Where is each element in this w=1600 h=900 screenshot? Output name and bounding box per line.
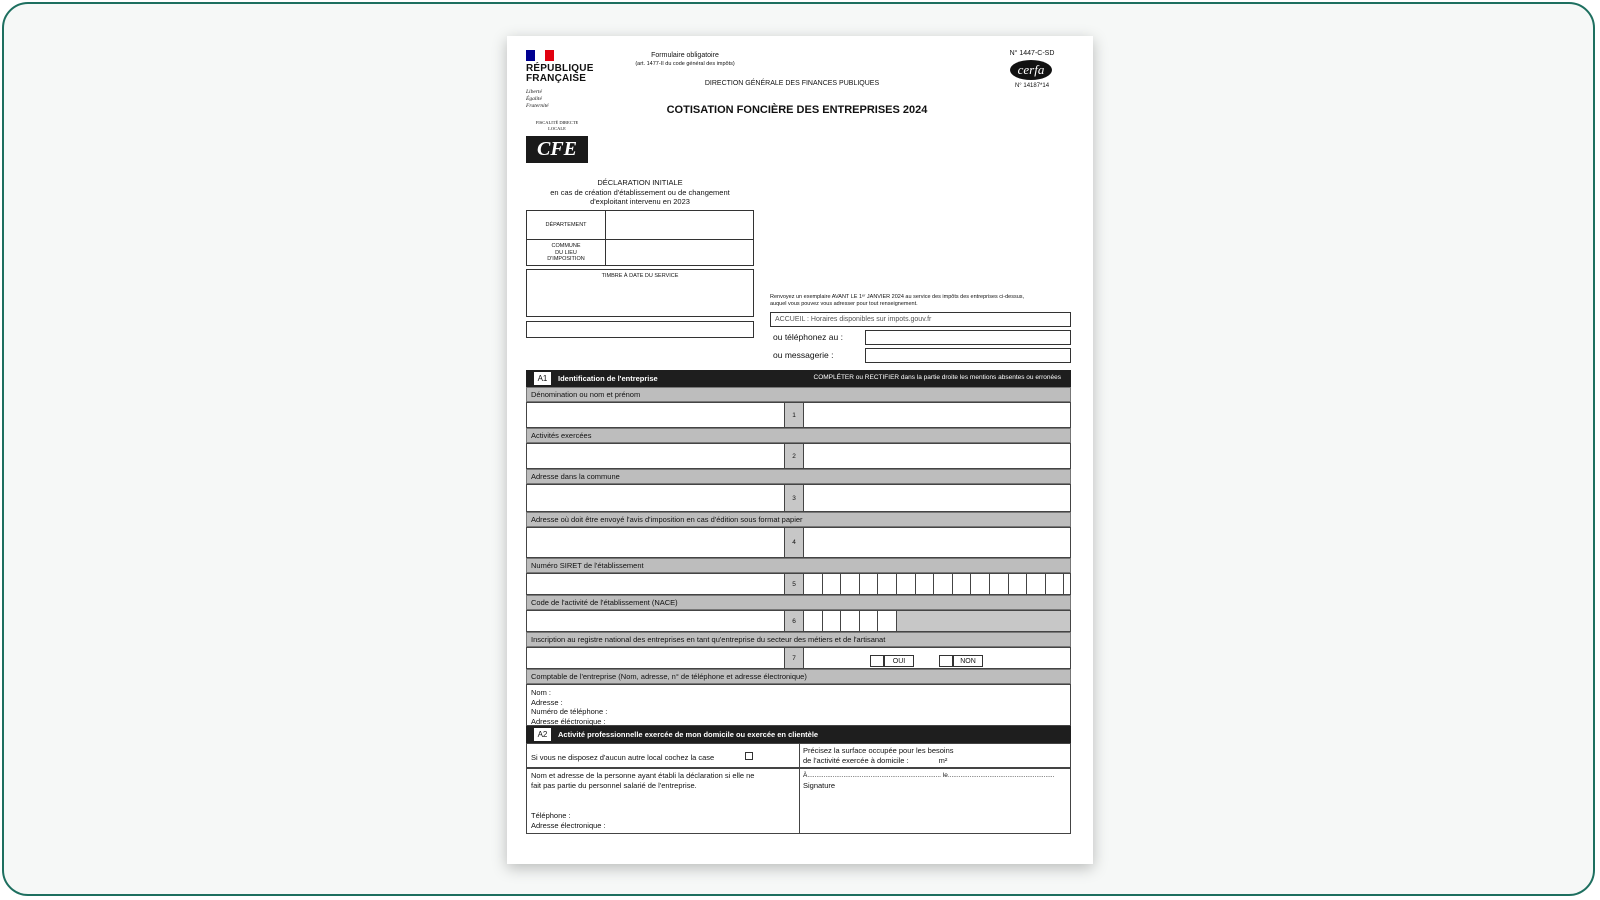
a2-row-local bbox=[526, 743, 1071, 768]
digit-cell[interactable] bbox=[841, 574, 860, 594]
accueil-field: ACCUEIL : Horaires disponibles sur impots.gouv.fr bbox=[770, 312, 1071, 327]
row-number: 7 bbox=[784, 648, 804, 668]
digit-cell[interactable] bbox=[804, 574, 823, 594]
digit-cell[interactable] bbox=[971, 574, 990, 594]
person-contact: Téléphone : Adresse électronique : bbox=[531, 811, 606, 830]
digit-cell[interactable] bbox=[1009, 574, 1028, 594]
digit-cell[interactable] bbox=[823, 574, 842, 594]
digit-cell[interactable] bbox=[990, 574, 1009, 594]
row-field-registre bbox=[526, 647, 1071, 669]
comptable-nom: Nom : bbox=[531, 688, 552, 697]
departement-field[interactable] bbox=[607, 212, 751, 237]
digit-cell[interactable] bbox=[841, 611, 860, 631]
digit-cell[interactable] bbox=[1027, 574, 1046, 594]
digit-cell[interactable] bbox=[1046, 574, 1065, 594]
a2-row-signature bbox=[526, 768, 1071, 834]
digit-cell[interactable] bbox=[953, 574, 972, 594]
surface-unit: m² bbox=[938, 755, 948, 765]
return-instructions: Renvoyez un exemplaire AVANT LE 1ᵉʳ JANVIER 2024 au service des impôts des entreprises ci-dessus, auquel vous pouvez vous adresser pour tout renseignement. bbox=[770, 294, 1025, 307]
comptable-email: Adresse éléctronique : bbox=[531, 716, 606, 726]
siret-cells[interactable] bbox=[804, 574, 1064, 594]
section-a1-number: A1 bbox=[534, 372, 551, 385]
cerfa-number: N° 14187*14 bbox=[1014, 83, 1050, 89]
timbre-label: TIMBRE À DATE DU SERVICE bbox=[601, 273, 679, 279]
row-label-adresse: Adresse dans la commune bbox=[526, 469, 1071, 484]
fiscalite-label: FISCALITÉ DIRECTE LOCALE bbox=[535, 120, 579, 131]
row-label-registre: Inscription au registre national des entreprises en tant qu'entreprise du secteur des métiers et de l'artisanat bbox=[526, 632, 1071, 647]
form-mandatory-note: Formulaire obligatoire (art. 1477-II du code général des impôts) bbox=[635, 52, 735, 67]
row-field-nace bbox=[526, 610, 1071, 632]
row-number: 3 bbox=[784, 485, 804, 511]
comptable-field[interactable] bbox=[526, 684, 1071, 726]
nace-shaded-area bbox=[897, 611, 1070, 631]
section-a1-title: Identification de l'entreprise bbox=[558, 374, 658, 383]
row-label-comptable: Comptable de l'entreprise (Nom, adresse, n° de téléphone et adresse électronique) bbox=[526, 669, 1071, 684]
row-field-adresse-avis[interactable] bbox=[526, 527, 1071, 558]
section-a1-header bbox=[526, 370, 1071, 387]
row-number: 5 bbox=[784, 574, 804, 594]
digit-cell[interactable] bbox=[860, 574, 879, 594]
form-number: N° 1447-C-SD bbox=[1009, 50, 1055, 57]
surface-label: Précisez la surface occupée pour les besoins de l'activité exercée à domicile : m² bbox=[803, 746, 954, 765]
row-label-denomination: Dénomination ou nom et prénom bbox=[526, 387, 1071, 402]
non-checkbox[interactable] bbox=[939, 655, 953, 667]
timbre-box bbox=[526, 269, 754, 317]
comptable-telephone: Numéro de téléphone : bbox=[531, 707, 608, 716]
lieu-imposition-table bbox=[526, 210, 754, 266]
republique-francaise-logo: RÉPUBLIQUE FRANÇAISE bbox=[526, 63, 594, 84]
row-number: 6 bbox=[784, 611, 804, 631]
row-label-activites: Activités exercées bbox=[526, 428, 1071, 443]
section-a2-header bbox=[526, 726, 1071, 743]
row-number: 2 bbox=[784, 444, 804, 468]
cfe-form-page bbox=[507, 36, 1093, 864]
section-a2-number: A2 bbox=[534, 728, 551, 741]
page-title: COTISATION FONCIÈRE DES ENTREPRISES 2024 bbox=[666, 104, 928, 116]
no-local-checkbox[interactable] bbox=[745, 752, 753, 760]
row-label-siret: Numéro SIRET de l'établissement bbox=[526, 558, 1071, 573]
cerfa-logo: cerfa bbox=[1010, 60, 1052, 80]
non-label: NON bbox=[953, 655, 983, 667]
row-field-activites[interactable] bbox=[526, 443, 1071, 469]
no-local-label: Si vous ne disposez d'aucun autre local cochez la case bbox=[531, 753, 715, 762]
row-number: 1 bbox=[784, 403, 804, 427]
declaration-heading: DÉCLARATION INITIALE en cas de création d'établissement ou de changement d'exploitant intervenu en 2023 bbox=[550, 178, 730, 206]
digit-cell[interactable] bbox=[878, 611, 897, 631]
cfe-logo: CFE bbox=[526, 136, 588, 163]
french-flag-icon bbox=[526, 50, 554, 61]
signature-label: Signature bbox=[803, 780, 836, 790]
phone-label: ou téléphonez au : bbox=[773, 332, 843, 342]
row-number: 4 bbox=[784, 528, 804, 557]
row-field-adresse[interactable] bbox=[526, 484, 1071, 512]
departement-label: DÉPARTEMENT bbox=[545, 222, 587, 228]
a-le-field[interactable]: À.......................................................................... le........................................................... Signature bbox=[803, 772, 1055, 790]
row-field-siret bbox=[526, 573, 1071, 595]
republic-motto: Liberté Égalité Fraternité bbox=[526, 89, 549, 109]
commune-label: COMMUNE DU LIEU D'IMPOSITION bbox=[547, 243, 585, 262]
direction-label: DIRECTION GÉNÉRALE DES FINANCES PUBLIQUES bbox=[704, 80, 880, 87]
row-label-adresse-avis: Adresse où doit être envoyé l'avis d'imposition en cas d'édition sous format papier bbox=[526, 512, 1071, 527]
person-label: Nom et adresse de la personne ayant établi la déclaration si elle ne fait pas partie du personnel salarié de l'entreprise. bbox=[531, 771, 755, 790]
digit-cell[interactable] bbox=[804, 611, 823, 631]
digit-cell[interactable] bbox=[897, 574, 916, 594]
commune-field[interactable] bbox=[607, 241, 751, 264]
row-label-nace: Code de l'activité de l'établissement (NACE) bbox=[526, 595, 1071, 610]
nace-cells[interactable] bbox=[804, 611, 897, 631]
digit-cell[interactable] bbox=[823, 611, 842, 631]
row-field-denomination[interactable] bbox=[526, 402, 1071, 428]
messagerie-field[interactable] bbox=[865, 348, 1071, 363]
digit-cell[interactable] bbox=[860, 611, 879, 631]
digit-cell[interactable] bbox=[916, 574, 935, 594]
messagerie-label: ou messagerie : bbox=[773, 350, 834, 360]
service-field[interactable] bbox=[526, 321, 754, 338]
digit-cell[interactable] bbox=[878, 574, 897, 594]
digit-cell[interactable] bbox=[934, 574, 953, 594]
comptable-adresse: Adresse : bbox=[531, 697, 563, 707]
phone-field[interactable] bbox=[865, 330, 1071, 345]
section-a2-title: Activité professionnelle exercée de mon domicile ou exercée en clientèle bbox=[558, 730, 819, 739]
oui-label: OUI bbox=[884, 655, 914, 667]
section-a1-note: COMPLÉTER ou RECTIFIER dans la partie droite les mentions absentes ou erronées bbox=[813, 374, 1061, 381]
oui-checkbox[interactable] bbox=[870, 655, 884, 667]
